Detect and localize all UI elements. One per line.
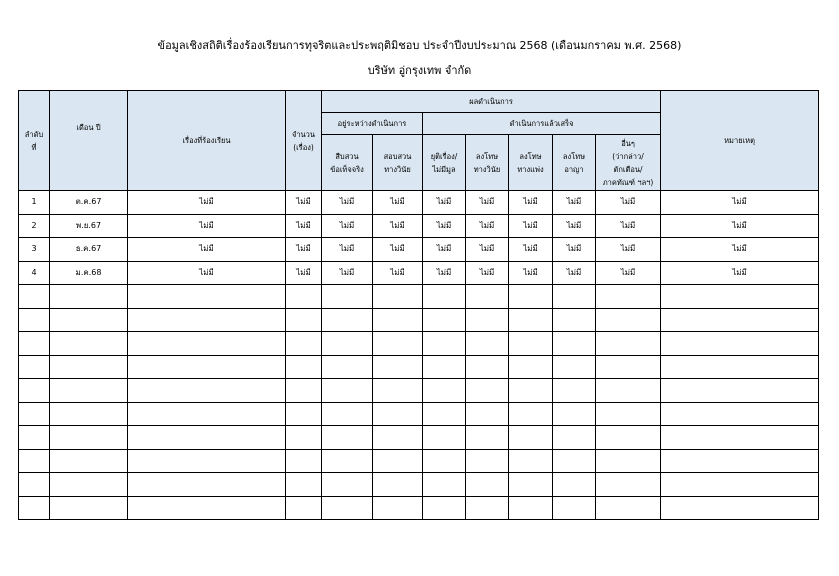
table-cell: ไม่มี bbox=[286, 214, 322, 238]
table-cell: ไม่มี bbox=[423, 214, 466, 238]
table-cell bbox=[509, 308, 553, 332]
table-cell bbox=[423, 473, 466, 497]
table-cell bbox=[553, 379, 596, 403]
table-cell: ไม่มี bbox=[509, 261, 553, 285]
table-cell bbox=[466, 426, 509, 450]
table-cell: ไม่มี bbox=[596, 261, 661, 285]
table-cell bbox=[50, 402, 128, 426]
table-row bbox=[19, 261, 819, 285]
header-remark: หมายเหตุ bbox=[661, 91, 819, 191]
table-cell: ไม่มี bbox=[322, 214, 373, 238]
header-no: ลำดับ ที่ bbox=[19, 91, 50, 191]
table-cell bbox=[423, 496, 466, 520]
table-cell bbox=[661, 355, 819, 379]
table-cell bbox=[423, 379, 466, 403]
table-cell bbox=[509, 473, 553, 497]
table-cell: ไม่มี bbox=[286, 238, 322, 262]
table-cell bbox=[128, 285, 286, 309]
table-cell bbox=[466, 379, 509, 403]
header-criminal: ลงโทษ อาญา bbox=[553, 135, 596, 191]
table-cell bbox=[553, 496, 596, 520]
table-cell bbox=[128, 426, 286, 450]
table-cell: ไม่มี bbox=[553, 214, 596, 238]
table-cell: ไม่มี bbox=[661, 261, 819, 285]
table-cell bbox=[553, 285, 596, 309]
table-cell bbox=[373, 449, 423, 473]
table-cell bbox=[19, 473, 50, 497]
table-cell: ไม่มี bbox=[286, 261, 322, 285]
table-cell bbox=[596, 402, 661, 426]
table-cell: 2 bbox=[19, 214, 50, 238]
table-cell bbox=[322, 426, 373, 450]
table-row bbox=[19, 355, 819, 379]
table-cell bbox=[19, 379, 50, 403]
table-cell bbox=[509, 426, 553, 450]
table-cell: 1 bbox=[19, 191, 50, 215]
table-cell bbox=[466, 496, 509, 520]
table-cell bbox=[596, 308, 661, 332]
header-other: อื่นๆ (ว่ากล่าว/ ตักเตือน/ ภาคทัณฑ์ ฯลฯ) bbox=[596, 135, 661, 191]
table-cell bbox=[661, 473, 819, 497]
header-disciplinary: ลงโทษ ทางวินัย bbox=[466, 135, 509, 191]
table-cell: ไม่มี bbox=[423, 261, 466, 285]
table-cell: ไม่มี bbox=[466, 191, 509, 215]
table-cell bbox=[661, 379, 819, 403]
header-inquiry: สอบสวน ทางวินัย bbox=[373, 135, 423, 191]
table-row bbox=[19, 496, 819, 520]
table-cell bbox=[286, 426, 322, 450]
table-cell bbox=[509, 449, 553, 473]
table-cell bbox=[322, 449, 373, 473]
table-body bbox=[19, 191, 819, 520]
table-cell bbox=[553, 308, 596, 332]
table-cell bbox=[553, 449, 596, 473]
table-cell bbox=[19, 426, 50, 450]
table-cell bbox=[596, 449, 661, 473]
table-cell bbox=[661, 308, 819, 332]
table-cell bbox=[128, 332, 286, 356]
table-cell bbox=[19, 308, 50, 332]
table-cell: ไม่มี bbox=[661, 238, 819, 262]
table-cell: ไม่มี bbox=[596, 214, 661, 238]
table-cell bbox=[50, 308, 128, 332]
table-cell bbox=[661, 449, 819, 473]
table-cell: ไม่มี bbox=[322, 238, 373, 262]
table-cell bbox=[286, 355, 322, 379]
table-cell bbox=[322, 308, 373, 332]
table-cell bbox=[373, 355, 423, 379]
header-investigate: สืบสวน ข้อเท็จจริง bbox=[322, 135, 373, 191]
table-cell bbox=[373, 285, 423, 309]
table-cell bbox=[466, 308, 509, 332]
table-cell bbox=[19, 285, 50, 309]
table-cell bbox=[19, 402, 50, 426]
header-in-progress: อยู่ระหว่างดำเนินการ bbox=[322, 113, 423, 135]
table-cell bbox=[596, 496, 661, 520]
table-row bbox=[19, 426, 819, 450]
table-cell bbox=[128, 402, 286, 426]
table-cell bbox=[553, 355, 596, 379]
table-cell: ไม่มี bbox=[466, 261, 509, 285]
table-cell bbox=[19, 355, 50, 379]
page-title: ข้อมูลเชิงสถิติเรื่องร้องเรียนการทุจริตและประพฤติมิชอบ ประจำปีงบประมาณ 2568 (เดือนมกราคม พ.ศ. 2568) bbox=[157, 39, 682, 52]
table-cell bbox=[596, 379, 661, 403]
table-cell bbox=[423, 308, 466, 332]
table-row bbox=[19, 308, 819, 332]
table-cell: ไม่มี bbox=[128, 261, 286, 285]
table-cell: ไม่มี bbox=[322, 261, 373, 285]
table-cell bbox=[322, 496, 373, 520]
table-cell: ไม่มี bbox=[373, 238, 423, 262]
table-cell bbox=[553, 402, 596, 426]
table-cell: ไม่มี bbox=[553, 261, 596, 285]
table-cell bbox=[466, 332, 509, 356]
table-cell bbox=[423, 402, 466, 426]
table-cell bbox=[596, 285, 661, 309]
table-cell bbox=[286, 308, 322, 332]
table-cell bbox=[596, 473, 661, 497]
header-result: ผลดำเนินการ bbox=[322, 91, 661, 113]
table-cell: พ.ย.67 bbox=[50, 214, 128, 238]
table-cell bbox=[509, 332, 553, 356]
table-cell: ต.ค.67 bbox=[50, 191, 128, 215]
table-cell: ไม่มี bbox=[286, 191, 322, 215]
table-cell bbox=[50, 355, 128, 379]
table-cell: ไม่มี bbox=[509, 214, 553, 238]
table-cell bbox=[50, 426, 128, 450]
table-cell bbox=[128, 449, 286, 473]
table-cell bbox=[286, 402, 322, 426]
table-cell bbox=[466, 473, 509, 497]
table-cell bbox=[466, 285, 509, 309]
complaint-statistics-table bbox=[18, 90, 819, 520]
table-cell: ไม่มี bbox=[553, 191, 596, 215]
table-cell bbox=[50, 496, 128, 520]
table-cell: ธ.ค.67 bbox=[50, 238, 128, 262]
table-cell bbox=[322, 332, 373, 356]
table-cell bbox=[322, 285, 373, 309]
table-row bbox=[19, 402, 819, 426]
table-cell bbox=[466, 355, 509, 379]
table-cell bbox=[596, 426, 661, 450]
table-cell bbox=[286, 496, 322, 520]
table-row bbox=[19, 379, 819, 403]
table-cell bbox=[423, 285, 466, 309]
table-cell: ไม่มี bbox=[466, 238, 509, 262]
table-cell: ไม่มี bbox=[322, 191, 373, 215]
table-cell: ไม่มี bbox=[128, 214, 286, 238]
table-cell: ไม่มี bbox=[423, 238, 466, 262]
header-civil: ลงโทษ ทางแพ่ง bbox=[509, 135, 553, 191]
table-cell: 4 bbox=[19, 261, 50, 285]
table-cell bbox=[509, 355, 553, 379]
table-cell bbox=[661, 285, 819, 309]
table-cell bbox=[50, 379, 128, 403]
table-cell: ไม่มี bbox=[596, 191, 661, 215]
table-cell: ไม่มี bbox=[596, 238, 661, 262]
table-cell: ไม่มี bbox=[509, 191, 553, 215]
table-row bbox=[19, 285, 819, 309]
table-cell bbox=[509, 285, 553, 309]
table-cell: ไม่มี bbox=[128, 238, 286, 262]
table-cell bbox=[322, 473, 373, 497]
table-cell bbox=[596, 355, 661, 379]
table-cell: ไม่มี bbox=[509, 238, 553, 262]
table-cell bbox=[373, 402, 423, 426]
table-cell: ไม่มี bbox=[661, 191, 819, 215]
table-cell bbox=[509, 496, 553, 520]
table-cell: 3 bbox=[19, 238, 50, 262]
table-cell bbox=[423, 355, 466, 379]
table-cell bbox=[286, 449, 322, 473]
table-cell: ไม่มี bbox=[466, 214, 509, 238]
table-cell: ไม่มี bbox=[423, 191, 466, 215]
table-cell bbox=[553, 426, 596, 450]
table-cell: ไม่มี bbox=[661, 214, 819, 238]
table-cell bbox=[373, 379, 423, 403]
table-cell: ไม่มี bbox=[373, 214, 423, 238]
header-dismissed: ยุติเรื่อง/ ไม่มีมูล bbox=[423, 135, 466, 191]
table-row bbox=[19, 214, 819, 238]
table-cell bbox=[423, 426, 466, 450]
header-count: จำนวน (เรื่อง) bbox=[286, 91, 322, 191]
header-subject: เรื่องที่ร้องเรียน bbox=[128, 91, 286, 191]
table-cell bbox=[286, 473, 322, 497]
table-row bbox=[19, 473, 819, 497]
table-cell bbox=[286, 285, 322, 309]
table-cell bbox=[596, 332, 661, 356]
table-cell bbox=[423, 449, 466, 473]
table-cell bbox=[553, 473, 596, 497]
table-cell bbox=[322, 355, 373, 379]
table-cell bbox=[128, 496, 286, 520]
table-cell bbox=[423, 332, 466, 356]
table-cell bbox=[466, 449, 509, 473]
table-cell bbox=[322, 379, 373, 403]
table-cell bbox=[661, 426, 819, 450]
table-cell bbox=[661, 496, 819, 520]
table-row bbox=[19, 238, 819, 262]
table-cell: ไม่มี bbox=[128, 191, 286, 215]
header-completed: ดำเนินการแล้วเสร็จ bbox=[423, 113, 661, 135]
table-cell bbox=[373, 426, 423, 450]
table-cell bbox=[286, 379, 322, 403]
table-cell bbox=[50, 473, 128, 497]
table-cell bbox=[553, 332, 596, 356]
table-cell bbox=[509, 402, 553, 426]
table-cell bbox=[661, 402, 819, 426]
table-row bbox=[19, 191, 819, 215]
table-row bbox=[19, 332, 819, 356]
table-cell bbox=[322, 402, 373, 426]
table-cell bbox=[466, 402, 509, 426]
table-cell bbox=[509, 379, 553, 403]
table-cell bbox=[286, 332, 322, 356]
table-cell bbox=[128, 355, 286, 379]
table-cell bbox=[50, 332, 128, 356]
table-cell: ม.ค.68 bbox=[50, 261, 128, 285]
table-cell bbox=[19, 332, 50, 356]
header-month: เดือน ปี bbox=[50, 91, 128, 191]
table-cell: ไม่มี bbox=[373, 191, 423, 215]
table-cell bbox=[128, 308, 286, 332]
table-cell bbox=[661, 332, 819, 356]
table-cell: ไม่มี bbox=[553, 238, 596, 262]
table-cell bbox=[19, 496, 50, 520]
table-cell bbox=[373, 473, 423, 497]
company-name: บริษัท อู่กรุงเทพ จำกัด bbox=[367, 64, 472, 77]
table-cell bbox=[50, 449, 128, 473]
table-cell bbox=[128, 473, 286, 497]
table-row bbox=[19, 449, 819, 473]
table-cell bbox=[373, 496, 423, 520]
table-cell bbox=[19, 449, 50, 473]
table-cell bbox=[128, 379, 286, 403]
table-cell bbox=[373, 332, 423, 356]
table-cell bbox=[373, 308, 423, 332]
table-cell bbox=[50, 285, 128, 309]
table-cell: ไม่มี bbox=[373, 261, 423, 285]
